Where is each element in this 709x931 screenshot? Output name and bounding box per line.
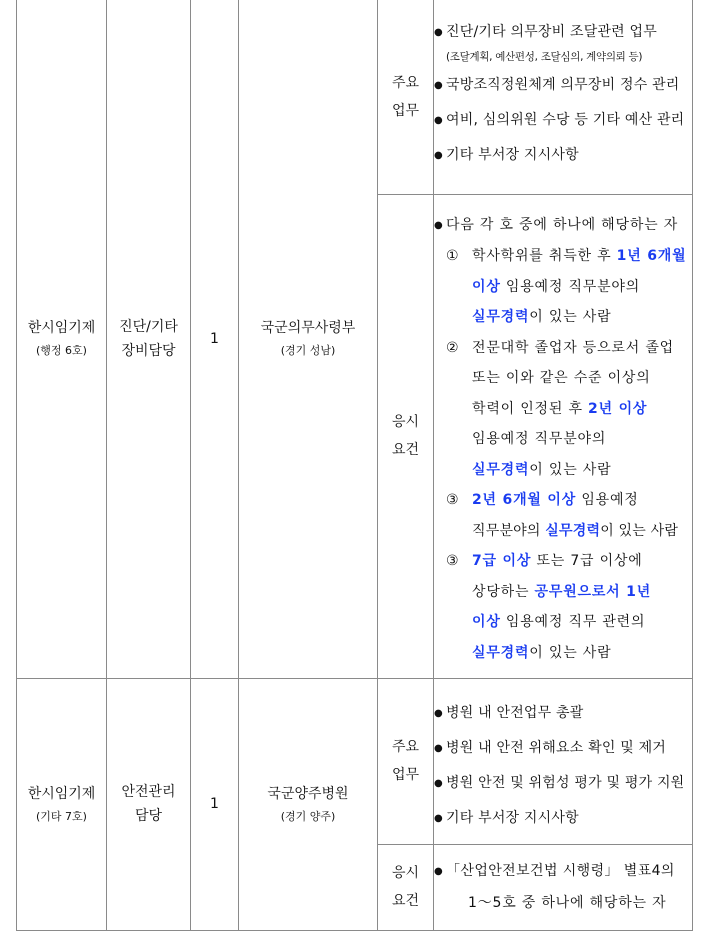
agency-name: 국군양주병원: [267, 785, 349, 802]
requirements-label-1: 응시: [391, 865, 420, 881]
requirements-label-1: 응시: [391, 414, 420, 430]
bullet-icon: ●: [434, 866, 444, 877]
grade-text: 한시임기제: [27, 785, 96, 802]
grade-text: 한시임기제: [27, 320, 96, 337]
duties-label-cell: [378, 678, 434, 844]
list-item: ● 병원 내 안전업무 총괄: [434, 703, 692, 724]
requirement-item-3: ③ 2년 6개월 이상 임용예정: [446, 492, 639, 508]
bullet-icon: ●: [434, 80, 443, 91]
bullet-icon: ●: [434, 707, 443, 719]
bullet-icon: ●: [434, 742, 443, 754]
count-cell: 1: [191, 0, 239, 678]
agency-cell: [239, 678, 378, 930]
agency-location: (경기 성남): [280, 344, 336, 358]
position-line-2: 장비담당: [121, 342, 176, 359]
list-item: ● 병원 안전 및 위험성 평가 및 평가 지원: [434, 773, 692, 794]
requirements-label-cell: [378, 194, 434, 678]
position-cell: [107, 0, 191, 678]
table-row: [17, 0, 693, 194]
duties-label-cell: [378, 0, 434, 194]
agency-location: (경기 양주): [280, 809, 336, 823]
list-item: ● 기타 부서장 지시사항: [434, 145, 692, 166]
requirements-label-2: 요건: [391, 893, 420, 909]
requirement-item-2: ② 전문대학 졸업자 등으로서 졸업: [446, 339, 674, 356]
requirements-cell: [434, 844, 693, 930]
duties-label-2: 업무: [391, 767, 420, 783]
agency-name: 국군의무사령부: [260, 320, 356, 337]
list-item: ● 병원 내 안전 위해요소 확인 및 제거: [434, 738, 692, 759]
list-item: ● 국방조직정원체계 의무장비 정수 관리: [434, 75, 692, 96]
position-cell: [107, 678, 191, 930]
requirements-line-1: ● 「산업안전보건법 시행령」 별표4의: [434, 856, 692, 888]
requirement-item-4: ③ 7급 이상 또는 7급 이상에: [446, 553, 643, 569]
list-item: ● 진단/기타 의무장비 조달관련 업무: [434, 22, 692, 43]
duties-label-1: 주요: [391, 74, 420, 91]
position-line-1: 진단/기타: [119, 318, 178, 335]
bullet-icon: ●: [434, 27, 443, 38]
bullet-icon: ●: [434, 115, 443, 126]
requirements-label-cell: [378, 844, 434, 930]
requirements-intro: ● 다음 각 호 중에 하나에 해당하는 자: [434, 210, 692, 242]
duties-label-2: 업무: [391, 102, 420, 119]
bullet-icon: ●: [434, 219, 444, 231]
grade-subtext: (행정 6호): [36, 344, 87, 358]
bullet-icon: ●: [434, 812, 443, 824]
duties-note: (조달계획, 예산편성, 조달심의, 계약의뢰 등): [446, 51, 643, 63]
bullet-icon: ●: [434, 777, 443, 789]
duties-cell: [434, 0, 693, 194]
agency-cell: [239, 0, 378, 678]
duties-label-1: 주요: [391, 739, 420, 755]
position-line-1: 안전관리: [121, 784, 176, 800]
bullet-icon: ●: [434, 150, 443, 161]
count-cell: 1: [191, 678, 239, 930]
list-item: ● 기타 부서장 지시사항: [434, 808, 692, 829]
position-line-2: 담당: [134, 808, 163, 824]
requirements-line-2: 1～5호 중 하나에 해당하는 자: [468, 894, 667, 911]
requirements-label-2: 요건: [391, 442, 420, 458]
grade-cell: [17, 0, 107, 678]
duties-cell: [434, 678, 693, 844]
recruitment-table: [16, 0, 693, 931]
grade-subtext: (기타 7호): [36, 809, 87, 823]
table-row: [17, 678, 693, 844]
requirements-cell: ● 다음 각 호 중에 하나에 해당하는 자 ① 학사학위를 취득한 후 1년 6개월 이상 임용예정 직무분야의 실무경력이 있는 사람 ② 전문대학 졸업자 등으로서 졸업 또는 이와 같은 수준 이상의 학력이 인정된 후 2년 이상 임용예정 직무분야의 실무경력이 있는 사람 ③ 2년 6개월 이상 임용예정 직무분야의 실무경력이 있는 사람 ③ 7급 이상 또는 7급 이상에 상당하는 공무원으로서 1년 이상 임용예정 직무 관련의 실무경력이 있는 사람: [434, 194, 693, 678]
list-item: ● 여비, 심의위원 수당 등 기타 예산 관리: [434, 110, 692, 131]
grade-cell: [17, 678, 107, 930]
requirement-item-1: ① 학사학위를 취득한 후 1년 6개월: [446, 248, 687, 264]
